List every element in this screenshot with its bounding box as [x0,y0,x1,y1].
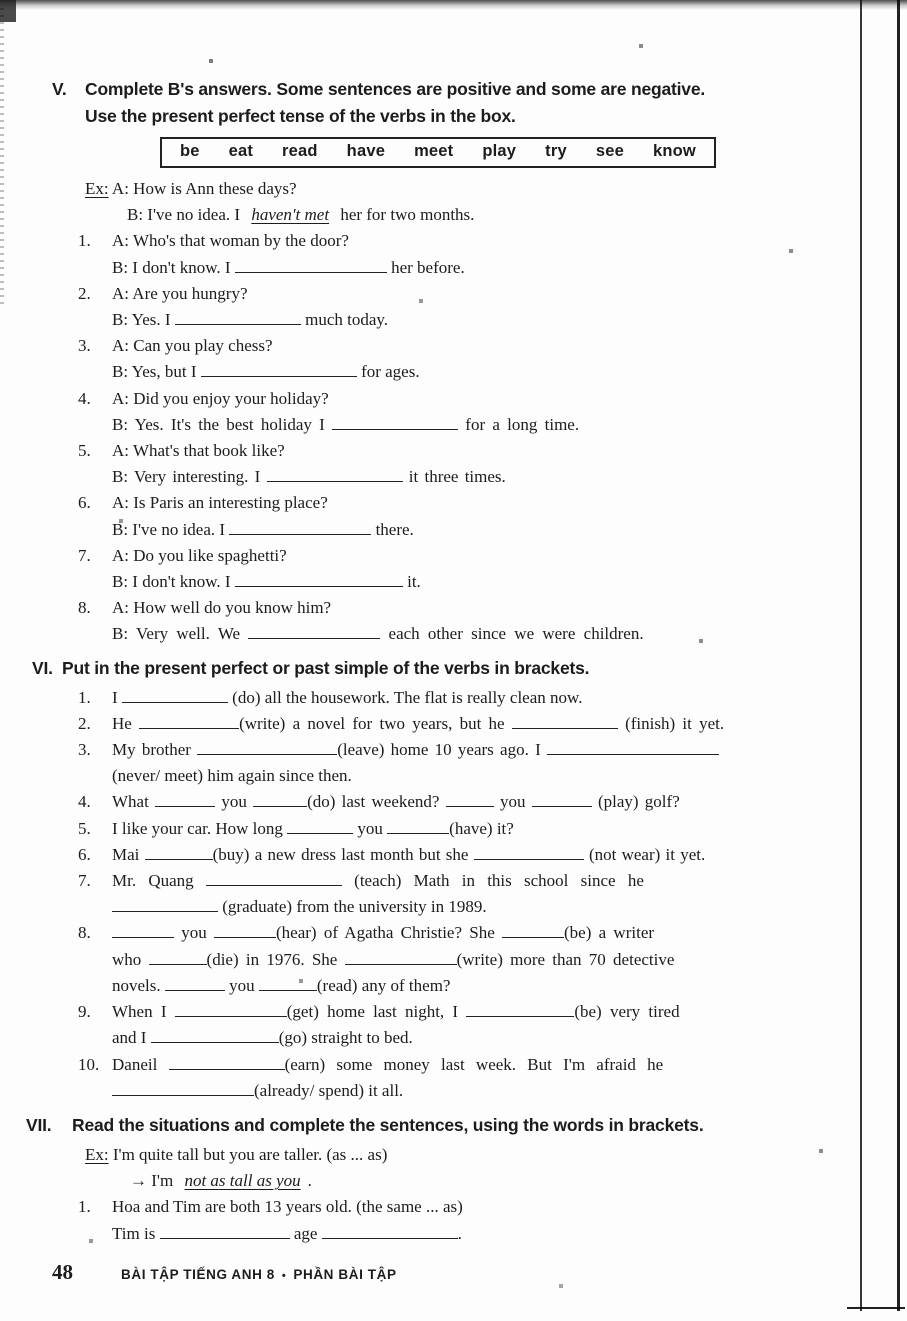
section-v [50,76,856,648]
answer-blank [175,1003,287,1017]
answer-blank [165,977,225,991]
line-text: for ages. [356,362,420,382]
item-number: 9. [78,1002,91,1022]
exercise-line [50,1025,856,1051]
line-text: (finish) it yet. [617,713,725,733]
line-text: and I [112,1028,151,1048]
exercise-line [50,490,856,516]
exercise-line [50,333,856,359]
answer-blank [169,1056,285,1070]
line-text: Mr. Quang [112,871,206,891]
item-number: 1. [78,231,91,251]
page-edge-line-outer [897,0,900,1311]
footer-separator: • [281,1270,287,1282]
item-number: 2. [78,713,91,733]
answer-blank [532,793,592,807]
answer-blank [547,741,719,755]
exercise-line [50,920,856,946]
line-text: (write) a novel for two years, but he [239,713,512,733]
item-number: 3. [78,336,91,356]
exercise-line [50,438,856,464]
exercise-line [50,255,856,281]
line-text: I [112,687,122,707]
heading-line: Use the present perfect tense of the verbs in the box. [85,106,516,126]
exercise-line [50,842,856,868]
line-text: A: Are you hungry? [112,283,248,303]
exercise-line [50,281,856,307]
line-text: (already/ spend) it all. [254,1080,404,1100]
scan-left-edge-speckle [0,8,4,308]
line-text: I'm quite tall but you are taller. (as ... as) [108,1144,388,1164]
section-vi-number: VI. [32,657,53,678]
line-text: A: Is Paris an interesting place? [112,493,328,513]
line-text: A: What's that book like? [112,441,285,461]
section-vi [32,655,856,1104]
answer-blank [145,846,213,860]
line-text: you [224,975,259,995]
verb-option: have [346,142,386,160]
page-edge-line-bottom [847,1307,905,1309]
exercise-line [50,1221,856,1247]
line-text: B: Very interesting. I [112,467,267,487]
exercise-line [50,412,856,438]
line-text: (not wear) it yet. [583,844,706,864]
heading-line: Complete B's answers. Some sentences are positive and some are negative. [85,79,706,99]
exercise-line [50,386,856,412]
section-v-number: V. [52,79,67,99]
exercise-line [50,868,856,894]
line-text: (teach) Math in this school since he [341,871,644,891]
answer-blank [139,715,239,729]
answer-blank [345,951,457,965]
verb-option: play [482,142,517,160]
answer-blank [175,311,301,325]
example-answer: not as tall as you [184,1171,301,1191]
line-text: . [457,1223,462,1243]
line-text: When I [112,1002,175,1022]
footer [52,1260,397,1285]
line-text: B: Yes. I [112,310,175,330]
page-number: 48 [52,1260,73,1284]
page-edge-line-inner [860,0,862,1311]
exercise-line [50,176,856,202]
line-text: I like your car. How long [112,818,288,838]
item-number: 1. [78,1197,91,1217]
line-text: B: I don't know. I [112,257,235,277]
line-text: (be) very tired [574,1002,680,1022]
exercise-line [50,569,856,595]
line-text: (hear) of Agatha Christie? She [276,923,503,943]
exercise-line [50,359,856,385]
example-label: Ex: [85,179,109,198]
exercise-line [50,737,856,763]
item-number: 3. [78,740,91,760]
exercise-line [50,894,856,920]
line-text: → I'm [130,1171,178,1191]
line-text: (read) any of them? [316,975,451,995]
line-text: My brother [112,740,198,760]
line-text: B: I don't know. I [112,572,235,592]
exercise-line [50,1142,856,1168]
exercise-line [50,999,856,1025]
line-text: A: Can you play chess? [112,336,273,356]
footer-label [121,1267,397,1282]
line-text: (be) a writer [564,923,655,943]
line-text: (have) it? [449,818,514,838]
line-text: . [307,1171,312,1191]
exercise-line [50,464,856,490]
line-text: it three times. [402,467,506,487]
line-text: who [112,949,149,969]
exercise-line [50,1168,856,1194]
item-number: 7. [78,545,91,565]
answer-blank [112,1082,254,1096]
section-vi-heading [32,655,856,682]
section-vii-number: VII. [26,1114,52,1135]
line-text: Mai [112,844,145,864]
item-number: 7. [78,871,91,891]
section-vi-lines [50,685,856,1104]
line-text: for a long time. [458,414,580,434]
verb-option: read [282,142,318,160]
answer-blank [267,468,403,482]
answer-blank [446,793,494,807]
item-number: 8. [78,923,91,943]
verb-option: meet [414,142,454,160]
answer-blank [322,1225,458,1239]
section-v-lines [50,176,856,648]
line-text: B: Very well. We [112,624,249,644]
answer-blank [151,1029,279,1043]
answer-blank [332,416,458,430]
line-text: B: I've no idea. I [127,205,245,225]
section-vii-heading [26,1112,856,1139]
exercise-line [50,621,856,647]
answer-blank [502,924,564,938]
answer-blank [149,951,207,965]
item-number: 8. [78,598,91,618]
exercise-line [50,202,856,228]
answer-blank [214,924,276,938]
item-number: 10. [78,1054,100,1074]
exercise-line [50,973,856,999]
exercise-line [50,1194,856,1220]
line-text: (do) all the housework. The flat is really clean now. [227,687,583,707]
line-text: (graduate) from the university in 1989. [218,897,487,917]
item-number: 4. [78,792,91,812]
line-text: her before. [386,257,465,277]
verb-option: know [652,142,696,160]
item-number: 4. [78,388,91,408]
line-text: her for two months. [336,205,475,225]
line-text: Tim is [112,1223,160,1243]
heading-line: Put in the present perfect or past simple of the verbs in brackets. [62,657,590,678]
section-vi-heading-text [62,655,856,682]
answer-blank [160,1225,290,1239]
exercise-line [50,543,856,569]
line-text: A: How is Ann these days? [108,179,297,198]
verb-option: eat [228,142,254,160]
scan-speckles [0,0,2,2]
exercise-line [50,789,856,815]
answer-blank [235,573,403,587]
answer-blank [287,820,353,834]
item-number: 5. [78,441,91,461]
exercise-line [50,595,856,621]
heading-line: Read the situations and complete the sentences, using the words in brackets. [72,1114,704,1135]
answer-blank [155,793,215,807]
exercise-line [50,1052,856,1078]
answer-blank [229,521,371,535]
exercise-line [50,1078,856,1104]
line-text: you [174,923,214,943]
line-text: (get) home last night, I [286,1002,467,1022]
answer-blank [122,689,228,703]
section-v-heading-text [85,76,856,130]
answer-blank [466,1003,574,1017]
line-text: (leave) home 10 years ago. I [337,740,547,760]
item-number: 6. [78,844,91,864]
answer-blank [248,625,380,639]
verb-option: be [180,142,200,160]
book-title: BÀI TẬP TIẾNG ANH 8 [121,1267,275,1282]
line-text: He [112,713,140,733]
item-number: 2. [78,283,91,303]
line-text: What [112,792,156,812]
answer-blank [112,924,174,938]
verb-option: see [595,142,624,160]
line-text: (earn) some money last week. But I'm afraid he [284,1054,664,1074]
verb-option: try [545,142,567,160]
exercise-line [50,685,856,711]
item-number: 1. [78,687,91,707]
exercise-line [50,307,856,333]
line-text: (die) in 1976. She [206,949,345,969]
line-text: there. [371,519,414,539]
answer-blank [197,741,337,755]
section-v-heading [52,76,856,130]
answer-blank [253,793,307,807]
line-text: much today. [300,310,389,330]
line-text: B: Yes. It's the best holiday I [112,414,333,434]
line-text: each other since we were children. [380,624,644,644]
line-text: (go) straight to bed. [278,1028,413,1048]
exercise-line [50,816,856,842]
exercise-line [50,228,856,254]
line-text: age [289,1223,322,1243]
section-vii-heading-text [72,1112,856,1139]
answer-blank [512,715,618,729]
line-text: A: Who's that woman by the door? [112,231,349,251]
example-label: Ex: [85,1144,109,1164]
line-text: (write) more than 70 detective [456,949,675,969]
page-content [26,76,856,1247]
exercise-line [50,711,856,737]
exercise-line [50,763,856,789]
line-text: A: How well do you know him? [112,598,332,618]
answer-blank [387,820,449,834]
item-number: 6. [78,493,91,513]
line-text: (do) last weekend? [307,792,446,812]
answer-blank [259,977,317,991]
answer-blank [474,846,584,860]
section-vii-lines [50,1142,856,1247]
answer-blank [112,898,218,912]
line-text: Hoa and Tim are both 13 years old. (the same ... as) [112,1197,463,1217]
line-text: you [215,792,254,812]
line-text: you [353,818,388,838]
line-text: novels. [112,975,165,995]
line-text: Daneil [112,1054,169,1074]
line-text: A: Do you like spaghetti? [112,545,287,565]
answer-blank [206,872,342,886]
answer-blank [235,259,387,273]
example-answer: haven't met [251,205,330,225]
line-text: (never/ meet) him again since then. [112,766,352,786]
footer-section-label: PHẦN BÀI TẬP [293,1267,397,1282]
exercise-line [50,517,856,543]
verb-box [160,137,716,168]
exercise-line [50,947,856,973]
section-vii [26,1112,856,1247]
line-text: B: Yes, but I [112,362,201,382]
line-text: you [493,792,532,812]
item-number: 5. [78,818,91,838]
answer-blank [201,363,357,377]
line-text: (play) golf? [591,792,680,812]
line-text: (buy) a new dress last month but she [212,844,474,864]
line-text: it. [402,572,421,592]
scan-top-band [0,0,907,10]
line-text: A: Did you enjoy your holiday? [112,388,329,408]
line-text: B: I've no idea. I [112,519,230,539]
